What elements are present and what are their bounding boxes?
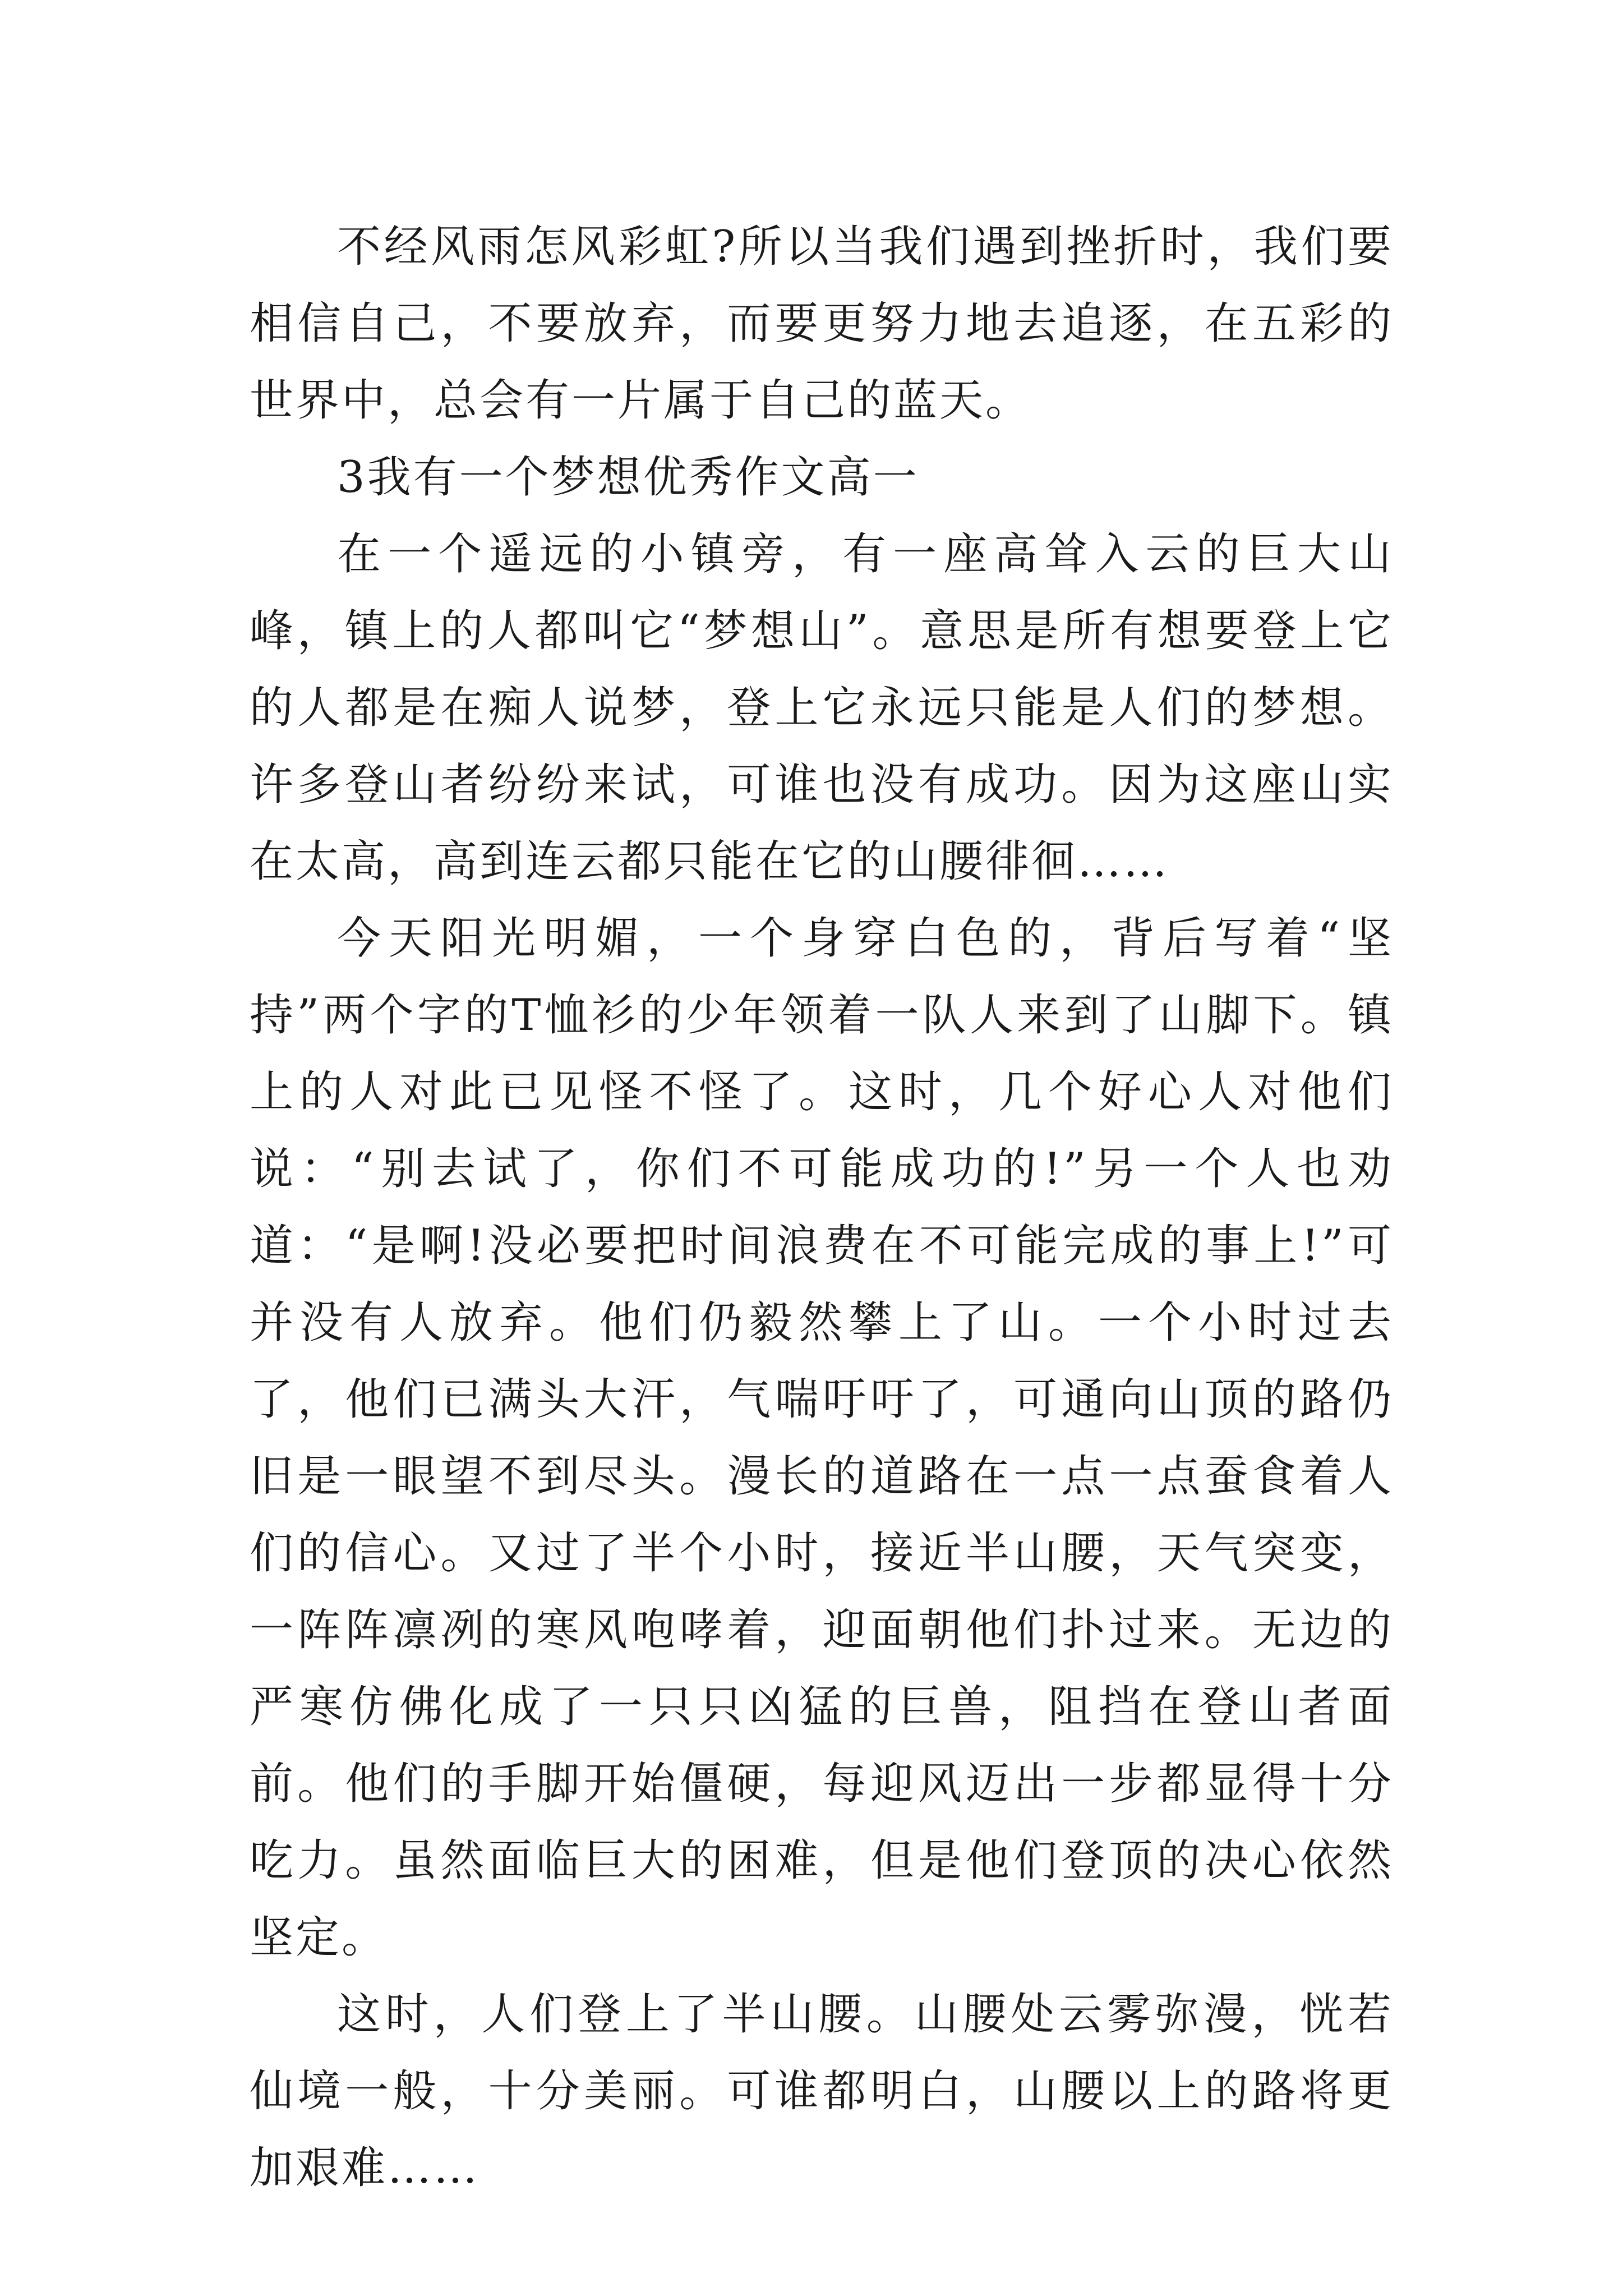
paragraph-intro: 在一个遥远的小镇旁，有一座高耸入云的巨大山峰，镇上的人都叫它“梦想山”。意思是所有想要登上它的人都是在痴人说梦，登上它永远只能是人们的梦想。许多登山者纷纷来试，可谁也没有成功。因为这座山实在太高，高到连云都只能在它的山腰徘徊…… (250, 529, 1394, 887)
paragraph-conclusion: 不经风雨怎风彩虹?所以当我们遇到挫折时，我们要相信自己，不要放弃，而要更努力地去追逐，在五彩的世界中，总会有一片属于自己的蓝天。 (250, 222, 1394, 426)
paragraph-climb: 今天阳光明媚，一个身穿白色的，背后写着“坚持”两个字的T恤衫的少年领着一队人来到了山脚下。镇上的人对此已见怪不怪了。这时，几个好心人对他们说：“别去试了，你们不可能成功的!”另一个人也劝道：“是啊!没必要把时间浪费在不可能完成的事上!”可并没有人放弃。他们仍毅然攀上了山。一个小时过去了，他们已满头大汗，气喘吁吁了，可通向山顶的路仍旧是一眼望不到尽头。漫长的道路在一点一点蚕食着人们的信心。又过了半个小时，接近半山腰，天气突变，一阵阵凛冽的寒风咆哮着，迎面朝他们扑过来。无边的严寒仿佛化成了一只只凶猛的巨兽，阻挡在登山者面前。他们的手脚开始僵硬，每迎风迈出一步都显得十分吃力。虽然面临巨大的困难，但是他们登顶的决心依然坚定。 (250, 913, 1394, 1963)
document-body (250, 209, 1394, 2207)
essay-title: 3我有一个梦想优秀作文高一 (337, 452, 919, 503)
paragraph-halfway: 这时，人们登上了半山腰。山腰处云雾弥漫，恍若仙境一般，十分美丽。可谁都明白，山腰以上的路将更加艰难…… (250, 1989, 1394, 2193)
